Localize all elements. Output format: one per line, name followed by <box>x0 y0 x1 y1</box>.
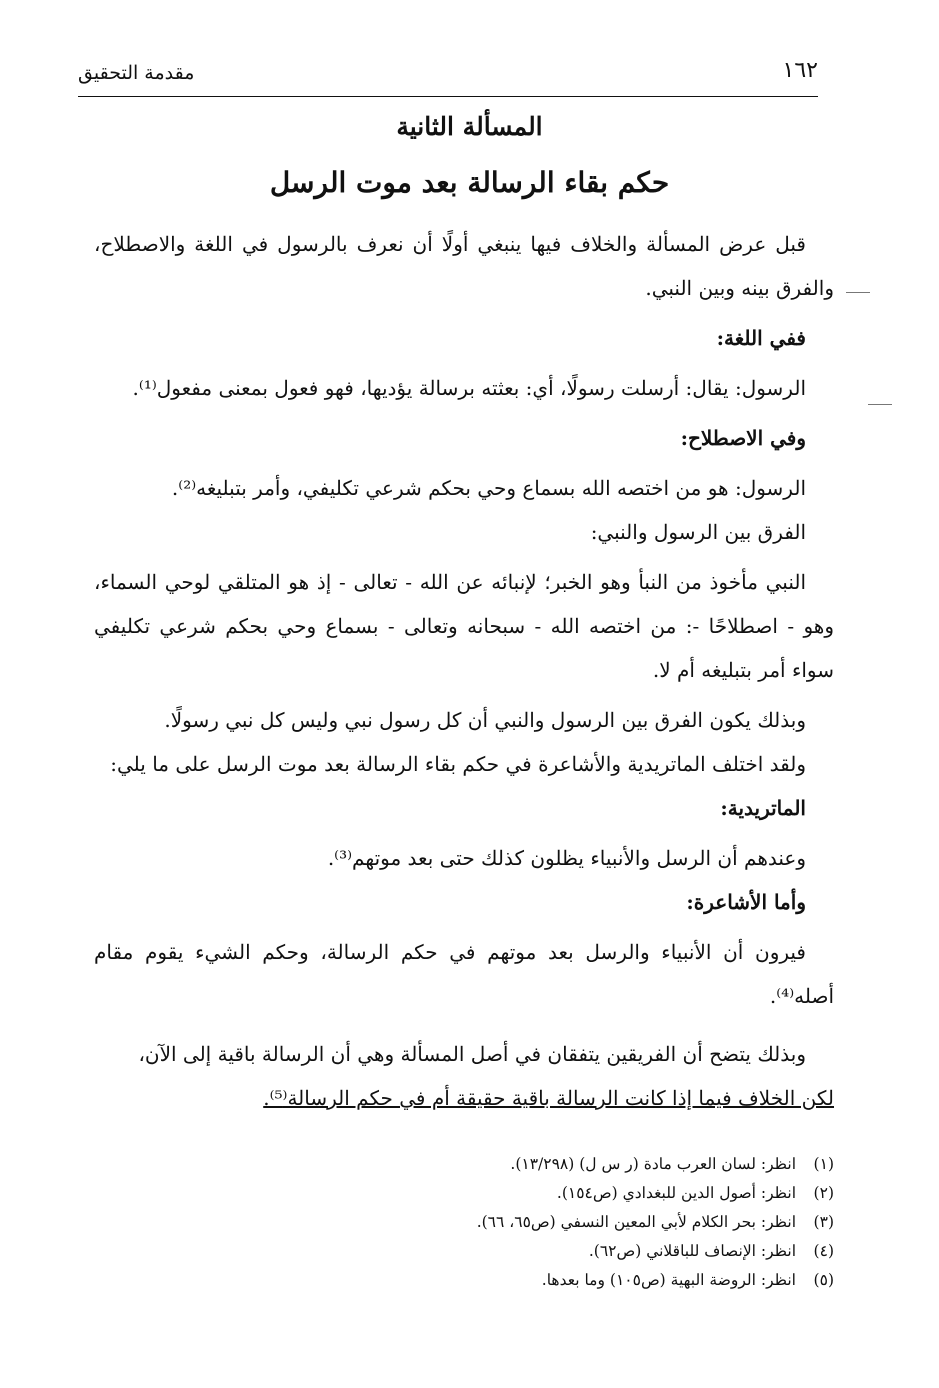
margin-mark <box>846 292 870 293</box>
page-number: ١٦٢ <box>782 58 818 83</box>
dispute-paragraph: ولقد اختلف الماتريدية والأشاعرة في حكم بقاء الرسالة بعد موت الرسل على ما يلي: <box>110 752 806 776</box>
footnote-item <box>94 1266 834 1295</box>
margin-mark <box>868 404 892 405</box>
conclusion-line-2 <box>94 1076 834 1120</box>
footnote-text: انظر: لسان العرب مادة (ر س ل) (١٣/٢٩٨). <box>510 1155 796 1173</box>
footnote-number: (٢) <box>813 1184 834 1202</box>
maturidi-view: وعندهم أن الرسل والأنبياء يظلون كذلك حتى بعد موتهم⁽³⁾. <box>327 846 806 870</box>
footnote-text: انظر: بحر الكلام لأبي المعين النسفي (ص٦٥، ٦٦). <box>476 1213 796 1231</box>
footnote-list <box>94 1150 834 1295</box>
prophet-definition: النبي مأخوذ من النبأ وهو الخبر؛ لإنبائه عن الله - تعالى - إذ هو المتلقي لوحي السماء، وهو - اصطلاحًا -: من اختصه الله - سبحانه وتعالى - بسماع وحي بحكم شرعي تكليفي سواء أمر بتبليغه أم لا. <box>94 570 834 682</box>
footnote-item <box>94 1179 834 1208</box>
footnote-text: انظر: الإنصاف للباقلاني (ص٦٢). <box>588 1242 796 1260</box>
footnote-number: (٥) <box>813 1271 834 1289</box>
running-header <box>78 56 818 97</box>
footnote-item <box>94 1208 834 1237</box>
difference-subheading: الفرق بين الرسول والنبي: <box>590 520 806 544</box>
terminology-subheading: وفي الاصطلاح: <box>680 426 806 450</box>
footnote-number: (٤) <box>813 1242 834 1260</box>
ashari-view: فيرون أن الأنبياء والرسل بعد موتهم في حكم الرسالة، وحكم الشيء يقوم مقام أصله⁽⁴⁾. <box>94 940 834 1008</box>
running-title: مقدمة التحقيق <box>78 62 195 84</box>
language-subheading: ففي اللغة: <box>716 326 806 350</box>
question-heading: المسألة الثانية <box>396 112 543 141</box>
footnote-number: (١) <box>813 1155 834 1173</box>
underlined-conclusion: لكن الخلاف فيما إذا كانت الرسالة باقية حقيقة أم في حكم الرسالة⁽⁵⁾. <box>263 1086 834 1110</box>
footnote-item <box>94 1237 834 1266</box>
footnote-number: (٣) <box>813 1213 834 1231</box>
terminology-definition: الرسول: هو من اختصه الله بسماع وحي بحكم شرعي تكليفي، وأمر بتبليغه⁽²⁾. <box>171 476 806 500</box>
footnote-text: انظر: الروضة البهية (ص١٠٥) وما بعدها. <box>541 1271 796 1289</box>
maturidi-subheading: الماتريدية: <box>720 796 806 820</box>
language-definition: الرسول: يقال: أرسلت رسولًا، أي: بعثته برسالة يؤديها، فهو فعول بمعنى مفعول⁽¹⁾. <box>132 376 806 400</box>
footnote-item <box>94 1150 834 1179</box>
footnote-text: انظر: أصول الدين للبغدادي (ص١٥٤). <box>556 1184 796 1202</box>
topic-heading: حكم بقاء الرسالة بعد موت الرسل <box>269 166 670 199</box>
ashari-subheading: وأما الأشاعرة: <box>686 890 806 914</box>
conclusion-line-1: وبذلك يتضح أن الفريقين يتفقان في أصل المسألة وهي أن الرسالة باقية إلى الآن، <box>138 1042 806 1066</box>
difference-paragraph: وبذلك يكون الفرق بين الرسول والنبي أن كل رسول نبي وليس كل نبي رسولًا. <box>164 708 806 732</box>
footnotes <box>94 1150 834 1295</box>
main-text <box>94 222 834 1120</box>
intro-paragraph: قبل عرض المسألة والخلاف فيها ينبغي أولًا أن نعرف بالرسول في اللغة والاصطلاح، والفرق بينه وبين النبي. <box>94 232 834 300</box>
